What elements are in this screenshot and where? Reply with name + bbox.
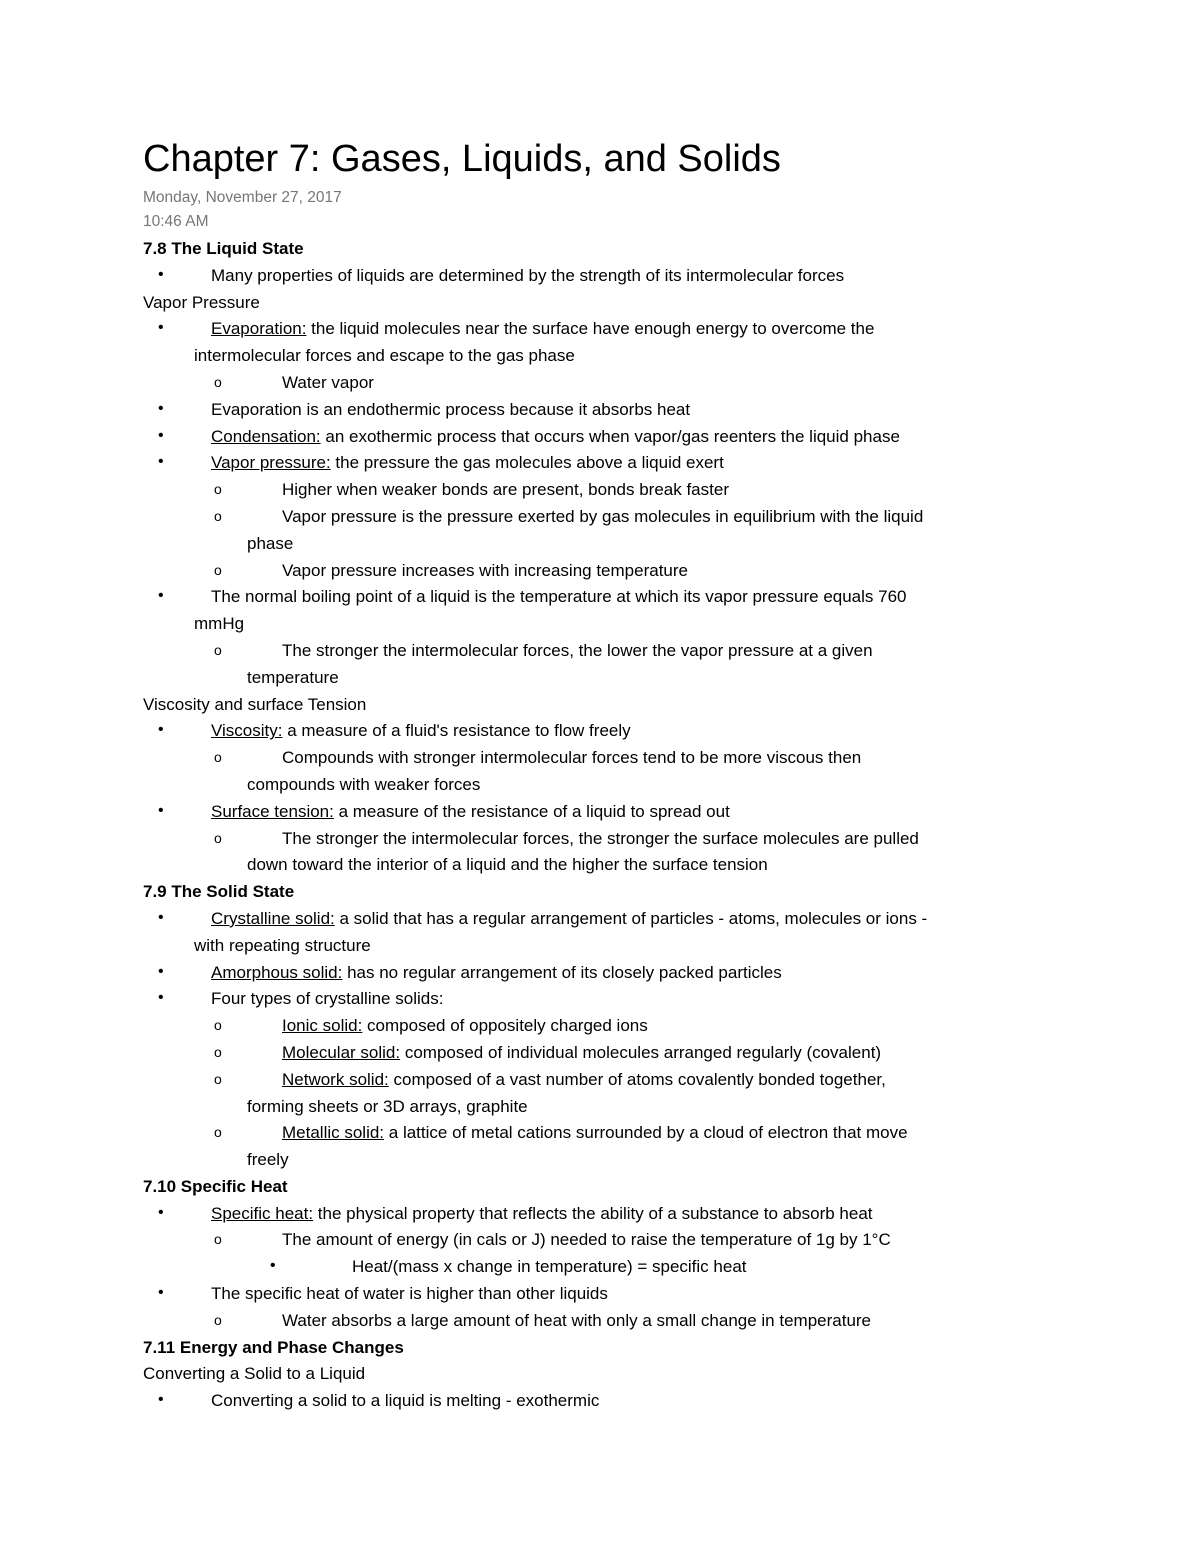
section-heading: 7.11 Energy and Phase Changes <box>143 1337 404 1357</box>
item-description: the liquid molecules near the surface have enough energy to overcome the <box>306 319 875 339</box>
term-definition-label: Vapor pressure: <box>211 453 331 473</box>
hollow-bullet-icon: o <box>214 749 222 766</box>
list-item-text <box>282 1308 871 1335</box>
item-description: The specific heat of water is higher than other liquids <box>211 1284 608 1304</box>
list-item <box>143 638 1043 665</box>
hollow-bullet-icon: o <box>214 641 222 658</box>
list-item-text <box>211 450 724 477</box>
list-item-text <box>282 1013 648 1040</box>
item-description: The amount of energy (in cals or J) needed to raise the temperature of 1g by 1°C <box>282 1230 891 1250</box>
item-description: The normal boiling point of a liquid is the temperature at which its vapor pressure equals 760 <box>211 587 907 607</box>
list-item <box>143 799 1043 826</box>
item-description: Compounds with stronger intermolecular forces tend to be more viscous then <box>282 748 862 768</box>
list-item <box>143 397 1043 424</box>
list-item <box>143 960 1043 987</box>
list-item-continuation <box>143 531 1043 558</box>
list-item-text <box>211 584 907 611</box>
term-definition-label: Molecular solid: <box>282 1042 401 1062</box>
list-item-text <box>352 1254 747 1281</box>
item-description: the pressure the gas molecules above a liquid exert <box>330 453 724 473</box>
list-item-text <box>282 1227 891 1254</box>
filled-bullet-icon: • <box>158 908 164 926</box>
subheading: Vapor Pressure <box>143 292 260 312</box>
item-description: Water absorbs a large amount of heat with only a small change in temperature <box>282 1310 872 1330</box>
list-item <box>143 1281 1043 1308</box>
filled-bullet-icon: • <box>158 1284 164 1302</box>
list-item-text <box>282 504 923 531</box>
filled-bullet-icon: • <box>158 587 164 605</box>
continuation-text: freely <box>247 1150 289 1170</box>
term-definition-label: Ionic solid: <box>282 1016 363 1036</box>
list-item-text <box>211 799 730 826</box>
list-item-continuation <box>143 772 1043 799</box>
list-item <box>143 1201 1043 1228</box>
list-item-continuation <box>143 852 1043 879</box>
list-item <box>143 450 1043 477</box>
item-description: a solid that has a regular arrangement of particles - atoms, molecules or ions - <box>334 908 928 928</box>
list-item-text <box>211 986 443 1013</box>
list-item-text <box>282 1067 886 1094</box>
list-item-text <box>282 477 729 504</box>
note-body <box>143 236 1043 1415</box>
item-description: a lattice of metal cations surrounded by a cloud of electron that move <box>384 1123 908 1143</box>
term-definition-label: Crystalline solid: <box>211 908 335 928</box>
list-item <box>143 1388 1043 1415</box>
hollow-bullet-icon: o <box>214 1231 222 1248</box>
list-item-continuation <box>143 1147 1043 1174</box>
item-description: Converting a solid to a liquid is melting - exothermic <box>211 1391 600 1411</box>
list-item <box>143 986 1043 1013</box>
item-description: composed of oppositely charged ions <box>362 1016 648 1036</box>
filled-bullet-icon: • <box>270 1257 276 1275</box>
list-item <box>143 1308 1043 1335</box>
list-item-text <box>211 718 631 745</box>
list-item <box>143 316 1043 343</box>
item-description: a measure of the resistance of a liquid to spread out <box>333 801 730 821</box>
item-description: Four types of crystalline solids: <box>211 989 444 1009</box>
filled-bullet-icon: • <box>158 1203 164 1221</box>
hollow-bullet-icon: o <box>214 1311 222 1328</box>
continuation-text: mmHg <box>194 614 245 634</box>
filled-bullet-icon: • <box>158 453 164 471</box>
subheading: Viscosity and surface Tension <box>143 694 367 714</box>
list-item-text <box>282 1040 881 1067</box>
list-item-text <box>211 1201 873 1228</box>
section-heading: 7.8 The Liquid State <box>143 239 304 258</box>
item-description: Higher when weaker bonds are present, bonds break faster <box>282 480 729 500</box>
list-item-text <box>211 316 874 343</box>
list-item-text <box>211 906 927 933</box>
hollow-bullet-icon: o <box>214 1017 222 1034</box>
item-description: Evaporation is an endothermic process because it absorbs heat <box>211 399 691 419</box>
hollow-bullet-icon: o <box>214 829 222 846</box>
item-description: the physical property that reflects the ability of a substance to absorb heat <box>313 1203 873 1223</box>
list-item-text <box>282 1120 908 1147</box>
list-item-text <box>211 397 690 424</box>
item-description: has no regular arrangement of its closely packed particles <box>342 962 782 982</box>
continuation-text: intermolecular forces and escape to the gas phase <box>194 346 575 366</box>
hollow-bullet-icon: o <box>214 1124 222 1141</box>
note-date: Monday, November 27, 2017 <box>143 189 342 206</box>
list-item-text <box>282 558 688 585</box>
hollow-bullet-icon: o <box>214 561 222 578</box>
subheading: Converting a Solid to a Liquid <box>143 1364 366 1384</box>
term-definition-label: Amorphous solid: <box>211 962 343 982</box>
term-definition-label: Specific heat: <box>211 1203 314 1223</box>
section-heading: 7.10 Specific Heat <box>143 1176 288 1196</box>
filled-bullet-icon: • <box>158 1391 164 1409</box>
list-item <box>143 906 1043 933</box>
item-description: composed of a vast number of atoms covalently bonded together, <box>388 1069 886 1089</box>
item-description: a measure of a fluid's resistance to flow freely <box>282 721 631 741</box>
list-item-text <box>282 745 861 772</box>
item-description: composed of individual molecules arranged regularly (covalent) <box>400 1042 882 1062</box>
continuation-text: compounds with weaker forces <box>247 774 481 794</box>
list-item <box>143 1013 1043 1040</box>
filled-bullet-icon: • <box>158 399 164 417</box>
item-description: Many properties of liquids are determined by the strength of its intermolecular forces <box>211 265 845 285</box>
filled-bullet-icon: • <box>158 989 164 1007</box>
hollow-bullet-icon: o <box>214 1070 222 1087</box>
term-definition-label: Evaporation: <box>211 319 307 339</box>
term-definition-label: Surface tension: <box>211 801 334 821</box>
list-item-text <box>211 1281 608 1308</box>
term-definition-label: Viscosity: <box>211 721 283 741</box>
list-item <box>143 558 1043 585</box>
filled-bullet-icon: • <box>158 426 164 444</box>
list-item-continuation <box>143 665 1043 692</box>
item-description: Heat/(mass x change in temperature) = specific heat <box>352 1257 747 1277</box>
list-item <box>143 370 1043 397</box>
list-item-text <box>282 826 919 853</box>
list-item <box>143 1227 1043 1254</box>
term-definition-label: Network solid: <box>282 1069 389 1089</box>
list-item <box>143 1067 1043 1094</box>
filled-bullet-icon: • <box>158 721 164 739</box>
item-description: The stronger the intermolecular forces, the stronger the surface molecules are pulled <box>282 828 919 848</box>
list-item-text <box>211 263 844 290</box>
hollow-bullet-icon: o <box>214 373 222 390</box>
term-definition-label: Metallic solid: <box>282 1123 385 1143</box>
list-item-continuation <box>143 343 1043 370</box>
hollow-bullet-icon: o <box>214 507 222 524</box>
continuation-text: down toward the interior of a liquid and the higher the surface tension <box>247 855 768 875</box>
list-item <box>143 718 1043 745</box>
item-description: Water vapor <box>282 372 374 392</box>
list-item <box>143 477 1043 504</box>
list-item <box>143 584 1043 611</box>
list-item-text <box>211 424 900 451</box>
list-item-text <box>282 638 873 665</box>
list-item <box>143 745 1043 772</box>
section-heading: 7.9 The Solid State <box>143 882 295 902</box>
list-item <box>143 424 1043 451</box>
item-description: The stronger the intermolecular forces, the lower the vapor pressure at a given <box>282 640 873 660</box>
list-item-continuation <box>143 611 1043 638</box>
list-item <box>143 1120 1043 1147</box>
list-item-continuation <box>143 933 1043 960</box>
list-item-text <box>211 1388 599 1415</box>
note-time: 10:46 AM <box>143 213 209 230</box>
list-item-text <box>282 370 374 397</box>
list-item <box>143 1254 1043 1281</box>
item-description: an exothermic process that occurs when vapor/gas reenters the liquid phase <box>320 426 900 446</box>
term-definition-label: Condensation: <box>211 426 321 446</box>
list-item <box>143 263 1043 290</box>
hollow-bullet-icon: o <box>214 1043 222 1060</box>
hollow-bullet-icon: o <box>214 481 222 498</box>
list-item-text <box>211 960 782 987</box>
continuation-text: with repeating structure <box>194 935 371 955</box>
list-item <box>143 1040 1043 1067</box>
filled-bullet-icon: • <box>158 801 164 819</box>
item-description: Vapor pressure is the pressure exerted by gas molecules in equilibrium with the liquid <box>282 506 924 526</box>
list-item <box>143 504 1043 531</box>
list-item-continuation <box>143 1094 1043 1121</box>
filled-bullet-icon: • <box>158 962 164 980</box>
continuation-text: forming sheets or 3D arrays, graphite <box>247 1096 528 1116</box>
filled-bullet-icon: • <box>158 319 164 337</box>
page-title: Chapter 7: Gases, Liquids, and Solids <box>143 138 781 180</box>
continuation-text: phase <box>247 533 294 553</box>
item-description: Vapor pressure increases with increasing temperature <box>282 560 688 580</box>
continuation-text: temperature <box>247 667 339 687</box>
filled-bullet-icon: • <box>158 265 164 283</box>
list-item <box>143 826 1043 853</box>
